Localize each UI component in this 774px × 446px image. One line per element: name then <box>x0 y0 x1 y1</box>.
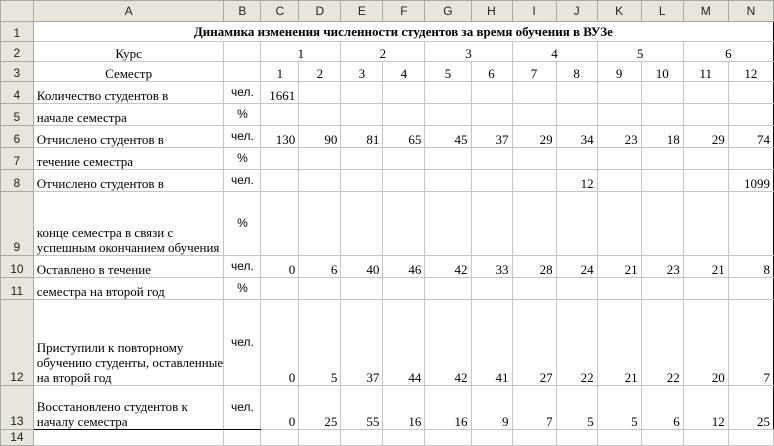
value-4-6[interactable] <box>471 82 512 104</box>
cell-row-14-4[interactable] <box>299 430 341 446</box>
row-header-7[interactable]: 7 <box>1 148 34 170</box>
value-9-6[interactable] <box>471 192 512 256</box>
value-13-6[interactable]: 9 <box>471 386 512 430</box>
column-header-g[interactable]: G <box>425 1 471 22</box>
value-6-5[interactable]: 45 <box>425 126 471 148</box>
column-header-m[interactable]: M <box>683 1 728 22</box>
cell-b3[interactable] <box>224 62 261 82</box>
course-6[interactable]: 6 <box>683 42 773 62</box>
column-header-b[interactable]: B <box>224 1 261 22</box>
row-header-12[interactable]: 12 <box>1 300 34 386</box>
value-13-2[interactable]: 25 <box>299 386 341 430</box>
value-11-3[interactable] <box>341 278 383 300</box>
cell-row-14-5[interactable] <box>341 430 383 446</box>
label-row-12[interactable]: Приступили к повторному обучению студенты, оставленные на второй год <box>33 300 224 386</box>
value-9-12[interactable] <box>728 192 773 256</box>
value-10-4[interactable]: 46 <box>383 256 425 278</box>
value-9-3[interactable] <box>341 192 383 256</box>
value-11-6[interactable] <box>471 278 512 300</box>
label-row-5[interactable]: начале семестра <box>33 104 224 126</box>
value-12-7[interactable]: 27 <box>512 300 556 386</box>
unit-row-7[interactable]: % <box>224 148 261 170</box>
value-6-3[interactable]: 81 <box>341 126 383 148</box>
sheet-row-10 <box>1 256 774 278</box>
cell-row-14-2[interactable] <box>224 430 261 446</box>
semester-7[interactable]: 7 <box>512 62 556 82</box>
column-header-d[interactable]: D <box>299 1 341 22</box>
value-12-10[interactable]: 22 <box>641 300 683 386</box>
value-12-1[interactable]: 0 <box>261 300 299 386</box>
sheet-row-3 <box>1 62 774 82</box>
row-header-10[interactable]: 10 <box>1 256 34 278</box>
sheet-row-2 <box>1 42 774 62</box>
value-13-9[interactable]: 5 <box>597 386 641 430</box>
course-1[interactable]: 1 <box>261 42 341 62</box>
value-5-3[interactable] <box>341 104 383 126</box>
column-header-k[interactable]: K <box>597 1 641 22</box>
value-6-4[interactable]: 65 <box>383 126 425 148</box>
value-8-7[interactable] <box>512 170 556 192</box>
value-4-11[interactable] <box>683 82 728 104</box>
value-11-8[interactable] <box>556 278 597 300</box>
value-4-3[interactable] <box>341 82 383 104</box>
label-row-8[interactable]: Отчислено студентов в <box>33 170 224 192</box>
unit-row-8[interactable]: чел. <box>224 170 261 192</box>
semester-1[interactable]: 1 <box>261 62 299 82</box>
value-6-6[interactable]: 37 <box>471 126 512 148</box>
value-12-8[interactable]: 22 <box>556 300 597 386</box>
value-9-5[interactable] <box>425 192 471 256</box>
cell-row-14-10[interactable] <box>556 430 597 446</box>
row-header-14[interactable]: 14 <box>1 430 34 446</box>
sheet-row-8 <box>1 170 774 192</box>
column-header-i[interactable]: I <box>512 1 556 22</box>
sheet-row-14 <box>1 430 774 446</box>
value-11-10[interactable] <box>641 278 683 300</box>
semester-10[interactable]: 10 <box>641 62 683 82</box>
value-7-6[interactable] <box>471 148 512 170</box>
sheet-row-11 <box>1 278 774 300</box>
value-7-1[interactable] <box>261 148 299 170</box>
value-6-12[interactable]: 74 <box>728 126 773 148</box>
value-5-11[interactable] <box>683 104 728 126</box>
column-header-c[interactable]: C <box>261 1 299 22</box>
value-7-5[interactable] <box>425 148 471 170</box>
value-9-11[interactable] <box>683 192 728 256</box>
value-6-2[interactable]: 90 <box>299 126 341 148</box>
value-8-6[interactable] <box>471 170 512 192</box>
sheet-row-7 <box>1 148 774 170</box>
cell-row-14-1[interactable] <box>33 430 224 446</box>
cell-row-14-14[interactable] <box>728 430 773 446</box>
value-5-4[interactable] <box>383 104 425 126</box>
value-7-7[interactable] <box>512 148 556 170</box>
cell-row-14-8[interactable] <box>471 430 512 446</box>
value-10-5[interactable]: 42 <box>425 256 471 278</box>
value-8-9[interactable] <box>597 170 641 192</box>
value-8-3[interactable] <box>341 170 383 192</box>
value-12-11[interactable]: 20 <box>683 300 728 386</box>
semester-6[interactable]: 6 <box>471 62 512 82</box>
label-row-13[interactable]: Восстановлено студентов к началу семестра <box>33 386 224 430</box>
course-2[interactable]: 2 <box>341 42 425 62</box>
sheet-row-6 <box>1 126 774 148</box>
value-9-1[interactable] <box>261 192 299 256</box>
value-8-2[interactable] <box>299 170 341 192</box>
value-9-9[interactable] <box>597 192 641 256</box>
unit-row-4[interactable]: чел. <box>224 82 261 104</box>
cell-row-14-3[interactable] <box>261 430 299 446</box>
label-row-4[interactable]: Количество студентов в <box>33 82 224 104</box>
value-6-9[interactable]: 23 <box>597 126 641 148</box>
value-10-2[interactable]: 6 <box>299 256 341 278</box>
value-11-4[interactable] <box>383 278 425 300</box>
value-13-4[interactable]: 16 <box>383 386 425 430</box>
value-12-5[interactable]: 42 <box>425 300 471 386</box>
column-header-f[interactable]: F <box>383 1 425 22</box>
value-4-4[interactable] <box>383 82 425 104</box>
value-8-12[interactable]: 1099 <box>728 170 773 192</box>
value-5-2[interactable] <box>299 104 341 126</box>
value-8-11[interactable] <box>683 170 728 192</box>
row-header-9[interactable]: 9 <box>1 192 34 256</box>
cell-row-14-7[interactable] <box>425 430 471 446</box>
value-6-7[interactable]: 29 <box>512 126 556 148</box>
select-all-corner[interactable] <box>1 1 34 22</box>
value-12-6[interactable]: 41 <box>471 300 512 386</box>
value-9-7[interactable] <box>512 192 556 256</box>
value-6-8[interactable]: 34 <box>556 126 597 148</box>
value-8-4[interactable] <box>383 170 425 192</box>
value-10-1[interactable]: 0 <box>261 256 299 278</box>
value-8-10[interactable] <box>641 170 683 192</box>
semester-5[interactable]: 5 <box>425 62 471 82</box>
value-5-7[interactable] <box>512 104 556 126</box>
unit-row-6[interactable]: чел. <box>224 126 261 148</box>
row-header-13[interactable]: 13 <box>1 386 34 430</box>
row-header-4[interactable]: 4 <box>1 82 34 104</box>
unit-row-11[interactable]: % <box>224 278 261 300</box>
value-5-1[interactable] <box>261 104 299 126</box>
value-7-10[interactable] <box>641 148 683 170</box>
value-6-11[interactable]: 29 <box>683 126 728 148</box>
value-7-12[interactable] <box>728 148 773 170</box>
column-header-n[interactable]: N <box>728 1 773 22</box>
value-11-11[interactable] <box>683 278 728 300</box>
value-12-3[interactable]: 37 <box>341 300 383 386</box>
value-11-7[interactable] <box>512 278 556 300</box>
row-header-11[interactable]: 11 <box>1 278 34 300</box>
value-4-9[interactable] <box>597 82 641 104</box>
row-header-5[interactable]: 5 <box>1 104 34 126</box>
value-7-8[interactable] <box>556 148 597 170</box>
cell-row-14-6[interactable] <box>383 430 425 446</box>
value-5-5[interactable] <box>425 104 471 126</box>
row-header-6[interactable]: 6 <box>1 126 34 148</box>
course-5[interactable]: 5 <box>597 42 683 62</box>
semester-8[interactable]: 8 <box>556 62 597 82</box>
unit-row-13[interactable]: чел. <box>224 386 261 430</box>
value-10-7[interactable]: 28 <box>512 256 556 278</box>
column-header-e[interactable]: E <box>341 1 383 22</box>
value-7-11[interactable] <box>683 148 728 170</box>
value-11-5[interactable] <box>425 278 471 300</box>
value-13-10[interactable]: 6 <box>641 386 683 430</box>
value-4-7[interactable] <box>512 82 556 104</box>
value-9-2[interactable] <box>299 192 341 256</box>
value-11-2[interactable] <box>299 278 341 300</box>
column-header-row <box>1 1 774 22</box>
value-6-1[interactable]: 130 <box>261 126 299 148</box>
value-10-6[interactable]: 33 <box>471 256 512 278</box>
course-label[interactable]: Курс <box>33 42 224 62</box>
sheet-title[interactable]: Динамика изменения численности студентов за время обучения в ВУЗе <box>33 22 773 42</box>
value-4-1[interactable]: 1661 <box>261 82 299 104</box>
value-5-9[interactable] <box>597 104 641 126</box>
value-9-8[interactable] <box>556 192 597 256</box>
value-5-10[interactable] <box>641 104 683 126</box>
value-6-10[interactable]: 18 <box>641 126 683 148</box>
unit-row-10[interactable]: чел. <box>224 256 261 278</box>
value-10-8[interactable]: 24 <box>556 256 597 278</box>
value-7-3[interactable] <box>341 148 383 170</box>
value-12-4[interactable]: 44 <box>383 300 425 386</box>
value-5-12[interactable] <box>728 104 773 126</box>
value-10-12[interactable]: 8 <box>728 256 773 278</box>
value-11-9[interactable] <box>597 278 641 300</box>
value-13-1[interactable]: 0 <box>261 386 299 430</box>
value-4-5[interactable] <box>425 82 471 104</box>
value-13-12[interactable]: 25 <box>728 386 773 430</box>
sheet-row-5 <box>1 104 774 126</box>
cell-row-14-11[interactable] <box>597 430 641 446</box>
row-header-3[interactable]: 3 <box>1 62 34 82</box>
column-header-l[interactable]: L <box>641 1 683 22</box>
unit-row-5[interactable]: % <box>224 104 261 126</box>
semester-9[interactable]: 9 <box>597 62 641 82</box>
unit-row-12[interactable]: чел. <box>224 300 261 386</box>
value-4-2[interactable] <box>299 82 341 104</box>
label-row-6[interactable]: Отчислено студентов в <box>33 126 224 148</box>
value-12-2[interactable]: 5 <box>299 300 341 386</box>
value-12-12[interactable]: 7 <box>728 300 773 386</box>
semester-12[interactable]: 12 <box>728 62 773 82</box>
semester-2[interactable]: 2 <box>299 62 341 82</box>
value-13-5[interactable]: 16 <box>425 386 471 430</box>
cell-row-14-12[interactable] <box>641 430 683 446</box>
value-10-9[interactable]: 21 <box>597 256 641 278</box>
value-5-8[interactable] <box>556 104 597 126</box>
value-8-8[interactable]: 12 <box>556 170 597 192</box>
value-11-12[interactable] <box>728 278 773 300</box>
row-header-1[interactable]: 1 <box>1 22 34 42</box>
semester-4[interactable]: 4 <box>383 62 425 82</box>
value-8-5[interactable] <box>425 170 471 192</box>
label-row-11[interactable]: семестра на второй год <box>33 278 224 300</box>
sheet-row-9 <box>1 192 774 256</box>
semester-3[interactable]: 3 <box>341 62 383 82</box>
course-3[interactable]: 3 <box>425 42 512 62</box>
sheet-row-13 <box>1 386 774 430</box>
value-7-4[interactable] <box>383 148 425 170</box>
value-13-8[interactable]: 5 <box>556 386 597 430</box>
value-4-12[interactable] <box>728 82 773 104</box>
value-10-11[interactable]: 21 <box>683 256 728 278</box>
value-4-10[interactable] <box>641 82 683 104</box>
sheet-row-12 <box>1 300 774 386</box>
semester-label[interactable]: Семестр <box>33 62 224 82</box>
label-row-10[interactable]: Оставлено в течение <box>33 256 224 278</box>
row-header-8[interactable]: 8 <box>1 170 34 192</box>
column-header-h[interactable]: H <box>471 1 512 22</box>
label-row-7[interactable]: течение семестра <box>33 148 224 170</box>
value-12-9[interactable]: 21 <box>597 300 641 386</box>
course-4[interactable]: 4 <box>512 42 597 62</box>
cell-b2[interactable] <box>224 42 261 62</box>
value-9-4[interactable] <box>383 192 425 256</box>
cell-row-14-9[interactable] <box>512 430 556 446</box>
value-13-7[interactable]: 7 <box>512 386 556 430</box>
value-10-10[interactable]: 23 <box>641 256 683 278</box>
value-4-8[interactable] <box>556 82 597 104</box>
value-13-3[interactable]: 55 <box>341 386 383 430</box>
value-11-1[interactable] <box>261 278 299 300</box>
row-header-2[interactable]: 2 <box>1 42 34 62</box>
value-10-3[interactable]: 40 <box>341 256 383 278</box>
value-9-10[interactable] <box>641 192 683 256</box>
column-header-j[interactable]: J <box>556 1 597 22</box>
semester-11[interactable]: 11 <box>683 62 728 82</box>
sheet-row-4 <box>1 82 774 104</box>
value-5-6[interactable] <box>471 104 512 126</box>
value-7-9[interactable] <box>597 148 641 170</box>
cell-row-14-13[interactable] <box>683 430 728 446</box>
value-7-2[interactable] <box>299 148 341 170</box>
value-8-1[interactable] <box>261 170 299 192</box>
unit-row-9[interactable]: % <box>224 192 261 256</box>
sheet-row-1 <box>1 22 774 42</box>
label-row-9[interactable]: конце семестра в связи с успешным окончанием обучения <box>33 192 224 256</box>
column-header-a[interactable]: A <box>33 1 224 22</box>
value-13-11[interactable]: 12 <box>683 386 728 430</box>
